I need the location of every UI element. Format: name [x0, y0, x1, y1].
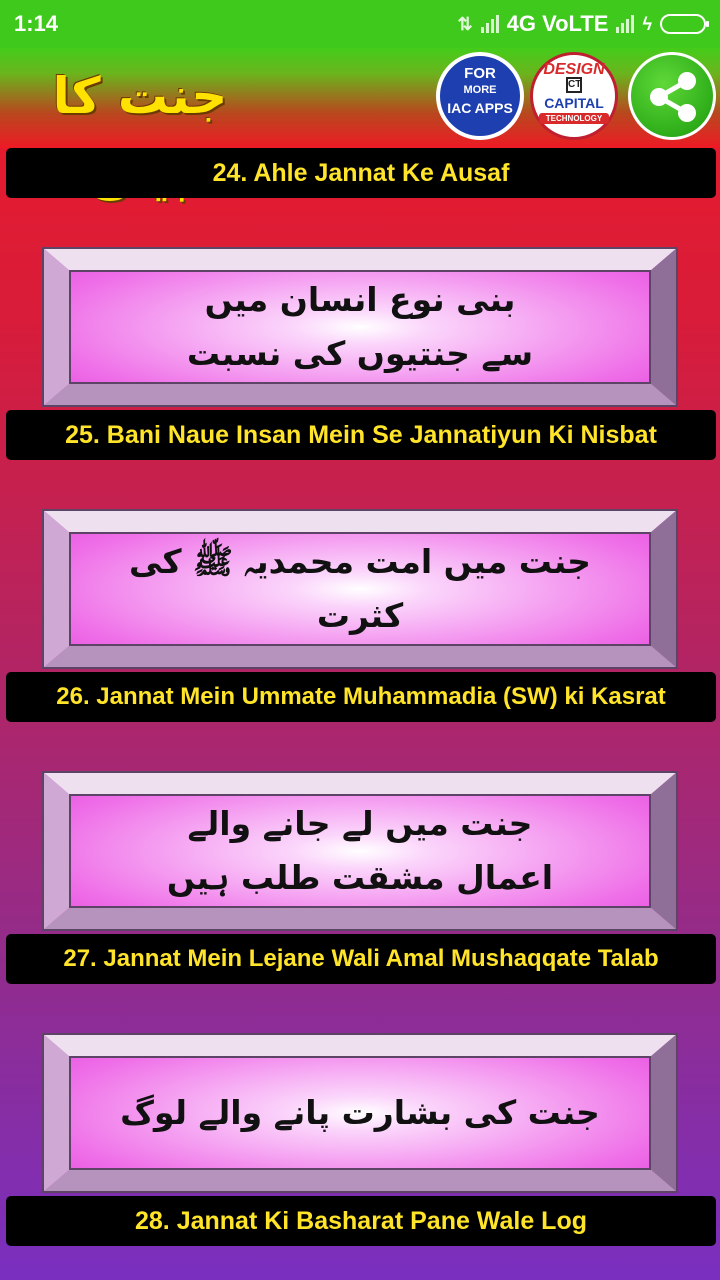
- more-apps-line2: MORE: [463, 84, 497, 96]
- design-logo-line3: CAPITAL: [544, 95, 604, 111]
- status-bar: [0, 0, 720, 48]
- battery-icon: [660, 14, 706, 34]
- share-button[interactable]: [628, 52, 716, 140]
- item-banner-28[interactable]: [42, 1033, 678, 1193]
- design-logo-line1: DESIGN: [543, 61, 605, 78]
- item-urdu-title-27: جنت میں لے جانے والے اعمال مشقت طلب ہیں: [166, 804, 554, 897]
- app-title: جنت کا: [52, 67, 228, 125]
- data-transfer-icon: ⇅: [457, 13, 473, 34]
- item-label-27[interactable]: 27. Jannat Mein Lejane Wali Amal Mushaqqate Talab: [6, 934, 716, 984]
- status-icons: [458, 11, 706, 37]
- design-logo-line4: TECHNOLOGY: [539, 113, 609, 124]
- item-urdu-title-26: جنت میں امت محمدیہ ﷺ کی کثرت: [129, 542, 591, 635]
- share-icon: [645, 69, 701, 125]
- item-banner-25[interactable]: [42, 247, 678, 407]
- item-label-25[interactable]: 25. Bani Naue Insan Mein Se Jannatiyun Ki Nisbat: [6, 410, 716, 460]
- design-capital-logo-button[interactable]: [530, 52, 618, 140]
- design-logo-line2: CT: [566, 77, 582, 93]
- status-time: 1:14: [14, 11, 59, 36]
- item-label-28[interactable]: 28. Jannat Ki Basharat Pane Wale Log: [6, 1196, 716, 1246]
- network-label: 4G VoLTE: [506, 11, 609, 36]
- signal-icon: [481, 15, 499, 33]
- item-banner-26[interactable]: [42, 509, 678, 669]
- more-apps-line3: IAC APPS: [447, 100, 513, 116]
- charging-icon: ϟ: [642, 13, 652, 34]
- item-label-24[interactable]: 24. Ahle Jannat Ke Ausaf: [6, 148, 716, 198]
- item-label-26[interactable]: 26. Jannat Mein Ummate Muhammadia (SW) ki Kasrat: [6, 672, 716, 722]
- item-banner-27[interactable]: [42, 771, 678, 931]
- more-apps-button[interactable]: [436, 52, 524, 140]
- item-urdu-title-25: بنی نوع انسان میں سے جنتیوں کی نسبت: [186, 280, 534, 373]
- more-apps-line1: FOR: [464, 65, 496, 82]
- signal-icon-2: [616, 15, 634, 33]
- item-urdu-title-28: جنت کی بشارت پانے والے لوگ: [120, 1093, 600, 1132]
